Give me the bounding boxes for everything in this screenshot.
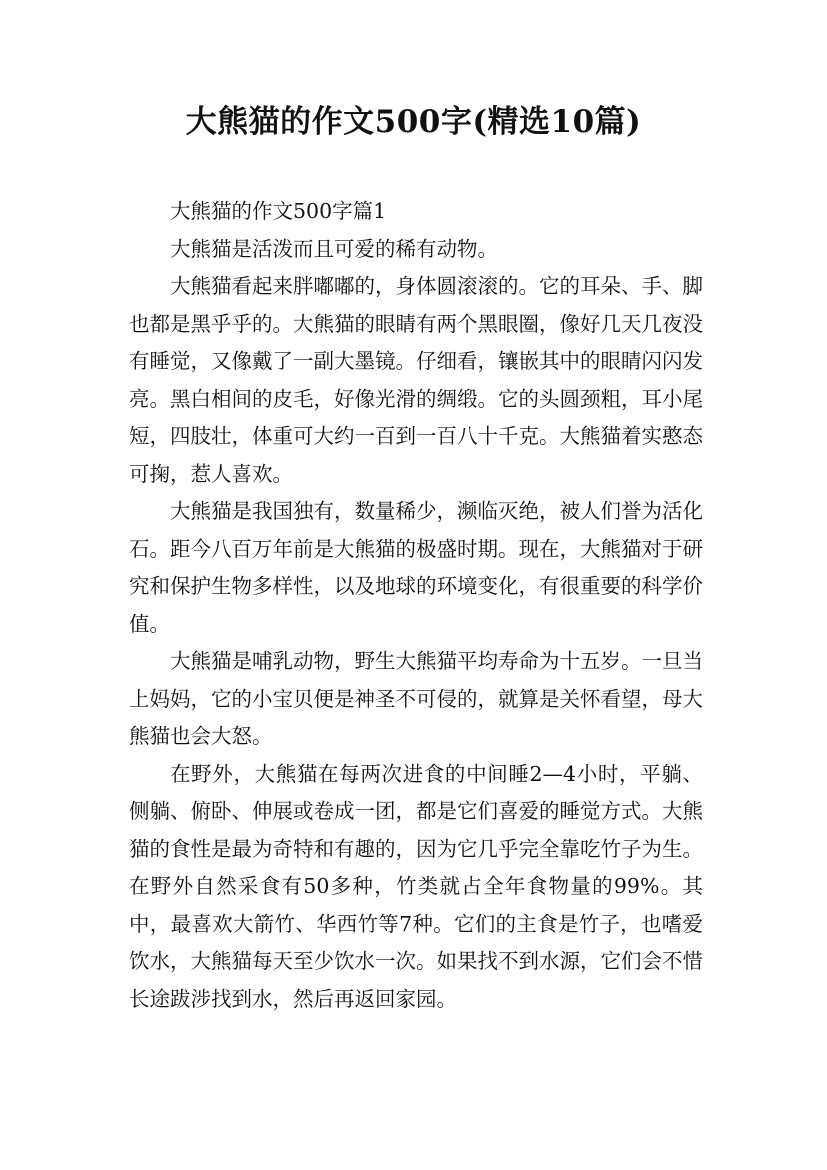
document-title: 大熊猫的作文500字(精选10篇) bbox=[185, 104, 642, 140]
paragraph: 大熊猫是哺乳动物，野生大熊猫平均寿命为十五岁。一旦当上妈妈，它的小宝贝便是神圣不可侵的，就算是关怀看望，母大熊猫也会大怒。 bbox=[129, 649, 703, 748]
document-body bbox=[129, 193, 703, 1018]
paragraph: 大熊猫看起来胖嘟嘟的，身体圆滚滚的。它的耳朵、手、脚也都是黑乎乎的。大熊猫的眼睛有两个黑眼圈，像好几天几夜没有睡觉，又像戴了一副大墨镜。仔细看，镶嵌其中的眼睛闪闪发亮。黑白相间的皮毛，好像光滑的绸缎。它的头圆颈粗，耳小尾短，四肢壮，体重可大约一百到一百八十千克。大熊猫着实憨态可掬，惹人喜欢。 bbox=[129, 274, 703, 486]
paragraph: 大熊猫是活泼而且可爱的稀有动物。 bbox=[170, 236, 498, 261]
paragraph: 大熊猫是我国独有，数量稀少，濒临灭绝，被人们誉为活化石。距今八百万年前是大熊猫的极盛时期。现在，大熊猫对于研究和保护生物多样性，以及地球的环境变化，有很重要的科学价值。 bbox=[129, 499, 703, 636]
paragraph: 在野外，大熊猫在每两次进食的中间睡2—4小时，平躺、侧躺、俯卧、伸展或卷成一团，都是它们喜爱的睡觉方式。大熊猫的食性是最为奇特和有趣的，因为它几乎完全靠吃竹子为生。在野外自然采食有50多种，竹类就占全年食物量的99%。其中，最喜欢大箭竹、华西竹等7种。它们的主食是竹子，也嗜爱饮水，大熊猫每天至少饮水一次。如果找不到水源，它们会不惜长途跋涉找到水，然后再返回家园。 bbox=[129, 761, 703, 1011]
section-heading: 大熊猫的作文500字篇1 bbox=[170, 199, 387, 223]
